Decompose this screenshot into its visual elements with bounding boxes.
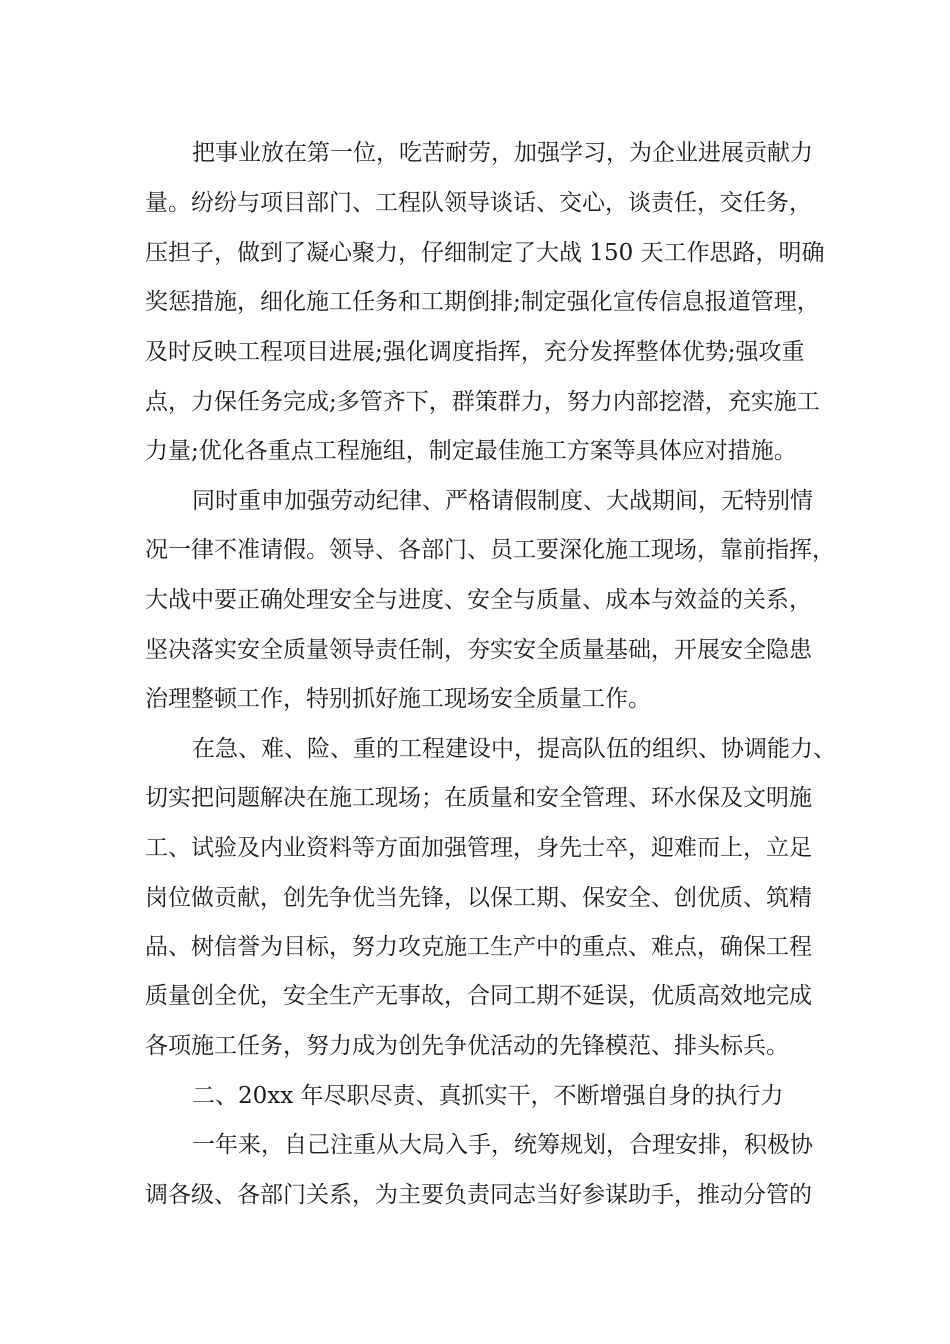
text-line: 力量;优化各重点工程施组，制定最佳施工方案等具体应对措施。 [145,438,797,464]
text-line: 同时重申加强劳动纪律、严格请假制度、大战期间，无特别情 [192,488,813,514]
text-line: 在急、难、险、重的工程建设中，提高队伍的组织、协调能力、 [192,736,836,762]
text-line: 品、树信誉为目标，努力攻克施工生产中的重点、难点，确保工程 [145,934,812,960]
text-line: 质量创全优，安全生产无事故，合同工期不延误，优质高效地完成 [145,983,812,1009]
text-line: 大战中要正确处理安全与进度、安全与质量、成本与效益的关系， [145,587,812,613]
text-line: 岗位做贡献，创先争优当先锋，以保工期、保安全、创优质、筑精 [145,885,812,911]
text-line: 况一律不准请假。领导、各部门、员工要深化施工现场，靠前指挥， [145,537,835,563]
text-line: 调各级、各部门关系，为主要负责同志当好参谋助手，推动分管的 [145,1182,812,1208]
text-line: 量。纷纷与项目部门、工程队领导谈话、交心，谈责任，交任务， [145,190,812,216]
text-line: 把事业放在第一位，吃苦耐劳，加强学习，为企业进展贡献力 [192,140,813,166]
text-line: 切实把问题解决在施工现场；在质量和安全管理、环水保及文明施 [145,785,812,811]
section-heading: 二、20xx 年尽职尽责、真抓实干，不断增强自身的执行力 [192,1083,784,1109]
text-line: 各项施工任务，努力成为创先争优活动的先锋模范、排头标兵。 [145,1033,789,1059]
text-line: 点，力保任务完成;多管齐下，群策群力，努力内部挖潜，充实施工 [145,389,820,415]
text-line: 坚决落实安全质量领导责任制，夯实安全质量基础，开展安全隐患 [145,637,812,663]
text-line: 一年来，自己注重从大局入手，统筹规划，合理安排，积极协 [192,1132,813,1158]
text-line: 治理整顿工作，特别抓好施工现场安全质量工作。 [145,686,651,712]
text-line: 及时反映工程项目进展;强化调度指挥，充分发挥整体优势;强攻重 [145,339,805,365]
text-line: 奖惩措施，细化施工任务和工期倒排;制定强化宣传信息报道管理， [145,289,820,315]
text-line: 工、试验及内业资料等方面加强管理，身先士卒，迎难而上，立足 [145,835,812,861]
text-line: 压担子，做到了凝心聚力，仔细制定了大战 150 天工作思路，明确 [145,240,825,266]
